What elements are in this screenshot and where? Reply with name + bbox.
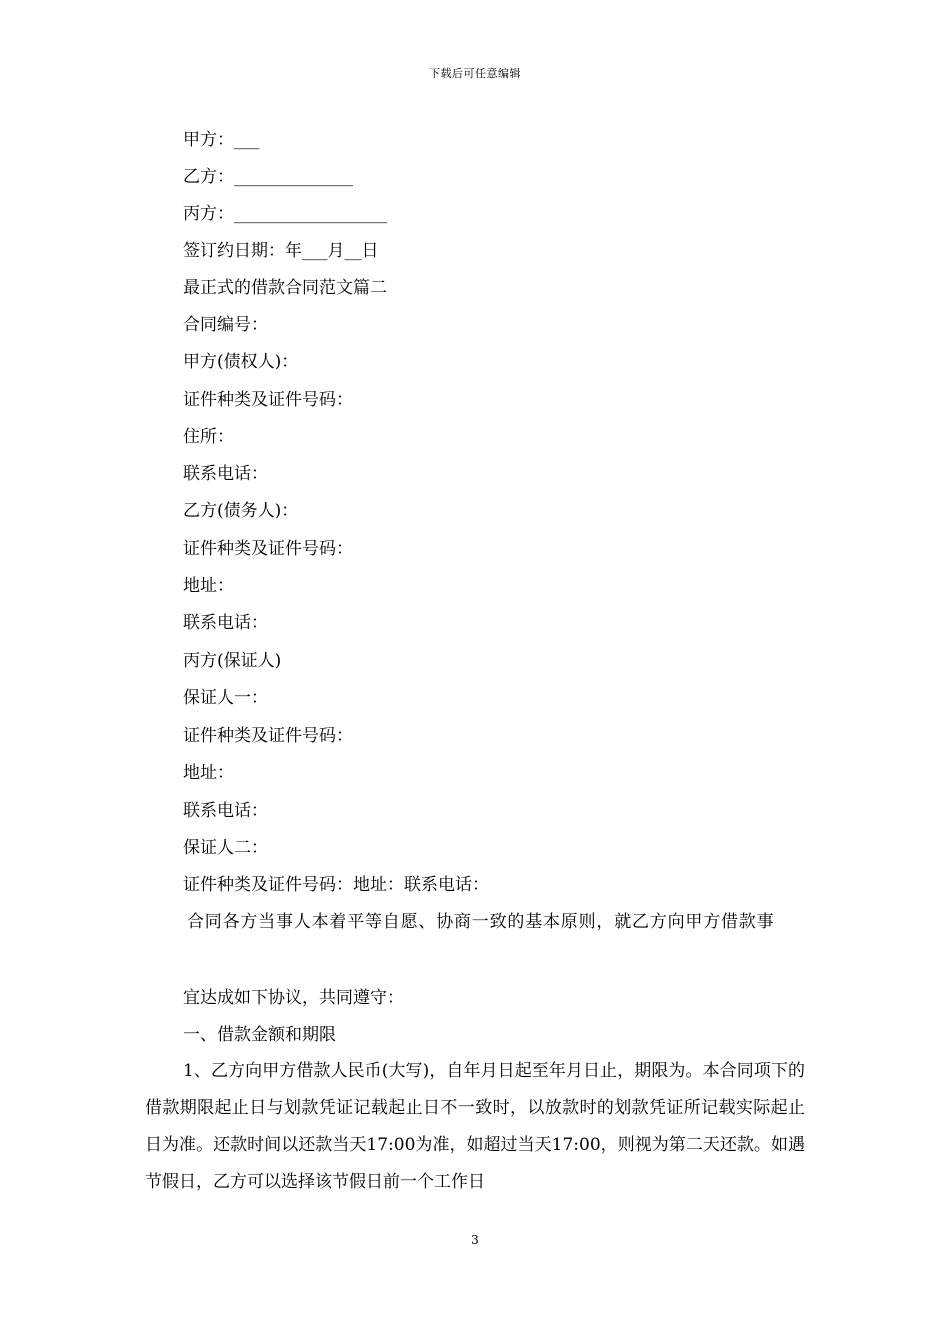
guarantor-two-details-line: 证件种类及证件号码：地址：联系电话： [183, 875, 489, 895]
guarantor-two-line: 保证人二： [183, 838, 268, 858]
contract-number-line: 合同编号： [183, 315, 268, 335]
guarantor-one-line: 保证人一： [183, 688, 268, 708]
guarantor-one-phone-line: 联系电话： [183, 801, 268, 821]
agreement-intro-continuation: 宜达成如下协议，共同遵守： [183, 988, 404, 1008]
signing-date-line: 签订约日期：年___月__日 [183, 241, 379, 261]
guarantor-line: 丙方(保证人) [183, 651, 282, 671]
party-c-line: 丙方：__________________ [183, 204, 387, 224]
debtor-id-line: 证件种类及证件号码： [183, 539, 353, 559]
party-a-line: 甲方：___ [183, 130, 260, 150]
debtor-address-line: 地址： [183, 576, 234, 596]
loan-amount-paragraph: 1、乙方向甲方借款人民币(大写)，自年月日起至年月日止，期限为。本合同项下的借款期限起止日与划款凭证记载起止日不一致时，以放款时的划款凭证所记载实际起止日为准。还款时间以还款当天17:00为准，如超过当天17:00，则视为第二天还款。如遇节假日，乙方可以选择该节假日前一个工作日 [145, 1061, 805, 1192]
section-one-heading: 一、借款金额和期限 [183, 1025, 336, 1045]
guarantor-one-address-line: 地址： [183, 763, 234, 783]
page-header: 下载后可任意编辑 [429, 67, 521, 80]
creditor-line: 甲方(债权人)： [183, 352, 299, 372]
creditor-phone-line: 联系电话： [183, 464, 268, 484]
section-title: 最正式的借款合同范文篇二 [183, 278, 387, 298]
creditor-id-line: 证件种类及证件号码： [183, 390, 353, 410]
guarantor-one-id-line: 证件种类及证件号码： [183, 726, 353, 746]
debtor-line: 乙方(债务人)： [183, 501, 299, 521]
party-b-line: 乙方：______________ [183, 167, 353, 187]
debtor-phone-line: 联系电话： [183, 613, 268, 633]
agreement-intro-paragraph: 合同各方当事人本着平等自愿、协商一致的基本原则，就乙方向甲方借款事 [187, 912, 775, 932]
page-number: 3 [471, 1233, 479, 1247]
creditor-address-line: 住所： [183, 427, 234, 447]
